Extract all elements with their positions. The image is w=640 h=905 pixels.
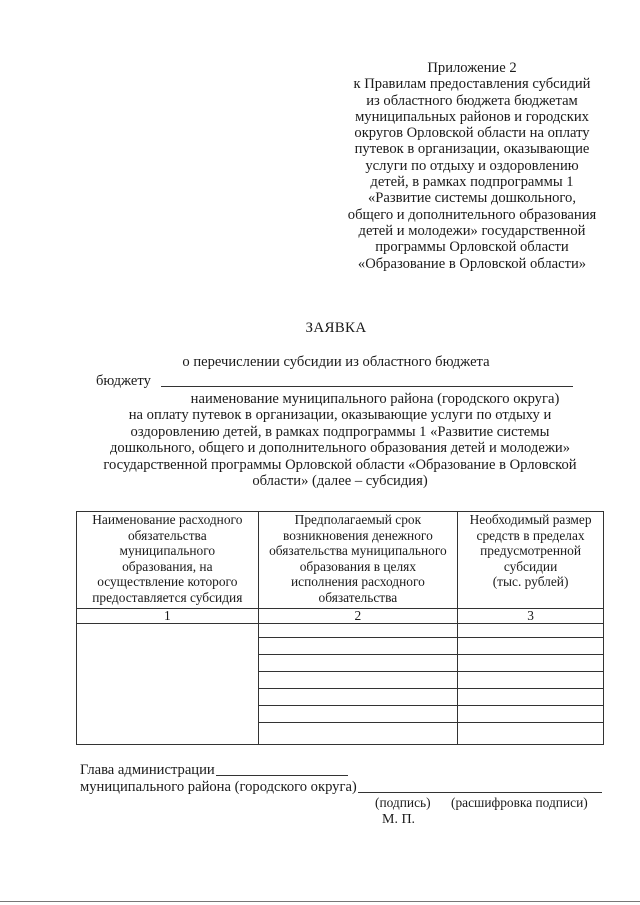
appendix-line: округов Орловской области на оплату [354,125,590,142]
body-line: дошкольного, общего и дополнительного образования детей и молодежи» [109,440,571,456]
header-line: Наименование расходного [92,512,243,527]
header-line: исполнения расходного [290,574,425,590]
head-name-field[interactable] [216,775,348,776]
appendix-line: программы Орловской области [375,239,569,256]
term-subrow[interactable] [259,637,458,655]
header-line: возникновения денежного [283,527,433,543]
amount-subrow[interactable] [458,723,603,739]
appendix-line: «Развитие системы дошкольного, [367,190,576,207]
district-label: муниципального района (городского округа) [80,779,357,795]
appendix-line: к Правилам предоставления субсидий [353,76,591,93]
header-line: обязательства [127,527,207,543]
header-required-amount [458,512,604,609]
header-expense-obligation [77,512,259,609]
stamp-place: М. П. [382,812,416,827]
column-number: 2 [258,609,458,624]
term-subrows [259,624,458,739]
header-line: (тыс. рублей) [492,574,569,590]
appendix-line: детей и молодежи» государственной [358,222,586,239]
expense-obligation-cell[interactable] [77,624,259,745]
appendix-line: общего и дополнительного образования [347,206,597,223]
appendix-line: путевок в организации, оказывающие [354,141,590,158]
signature-decode-caption: (расшифровка подписи) [451,795,588,810]
appendix-line: услуги по отдыху и оздоровлению [365,157,579,174]
appendix-line: из областного бюджета бюджетам [366,92,578,109]
appendix-line: Приложение 2 [427,60,517,76]
appendix-line: «Образование в Орловской области» [357,255,587,272]
header-line: предусмотренной [480,543,582,559]
term-subrow[interactable] [259,689,458,706]
term-subrow[interactable] [259,706,458,723]
column-number: 3 [458,609,604,624]
appendix-block [318,60,626,272]
body-line: государственной программы Орловской области «Образование в Орловской [103,456,577,473]
appendix-line: муниципальных районов и городских [355,108,589,125]
table-header-row [77,512,604,609]
budget-name-caption: наименование муниципального района (городского округа) [190,391,560,407]
column-number: 1 [77,609,259,624]
term-subrow[interactable] [259,672,458,689]
signature-caption: (подпись) [375,795,431,810]
required-amount-cell[interactable] [458,624,604,745]
budget-label: бюджету [96,373,151,389]
document-subtitle: о перечислении субсидии из областного бюджета [182,354,490,370]
header-line: осуществление которого [97,574,238,590]
header-obligation-term [258,512,458,609]
budget-name-field[interactable] [161,386,573,387]
header-line: обязательства [318,589,398,605]
head-of-administration-label: Глава администрации [80,762,215,778]
header-line: предоставляется субсидия [92,589,243,605]
amount-subrows [458,624,603,739]
document-title: ЗАЯВКА [305,320,367,336]
amount-subrow[interactable] [458,689,603,706]
header-line: средств в пределах [476,527,585,543]
term-subrow[interactable] [259,723,458,739]
header-line: муниципального [119,543,216,559]
body-line: оздоровлению детей, в рамках подпрограммы 1 «Развитие системы [130,423,550,440]
obligation-term-cell[interactable] [258,624,458,745]
table-data-row [77,624,604,745]
header-line: обязательства муниципального [269,543,447,559]
amount-subrow[interactable] [458,655,603,672]
header-line: Необходимый размер [469,512,592,527]
amount-subrow[interactable] [458,706,603,723]
amount-subrow[interactable] [458,672,603,689]
table-number-row [77,609,604,624]
subsidy-table [76,511,604,745]
term-subrow[interactable] [259,655,458,672]
body-line: области» (далее – субсидия) [252,473,428,489]
header-line: образования в целях [299,558,417,574]
appendix-line: детей, в рамках подпрограммы 1 [370,174,574,191]
body-line: на оплату путевок в организации, оказывающие услуги по отдыху и [128,407,552,423]
header-line: образования, на [122,558,213,574]
header-line: субсидии [503,558,558,574]
header-line: Предполагаемый срок [294,512,422,527]
amount-subrow[interactable] [458,637,603,655]
page-edge-rule [0,901,640,902]
request-body [80,407,600,490]
signature-field[interactable] [358,792,602,793]
